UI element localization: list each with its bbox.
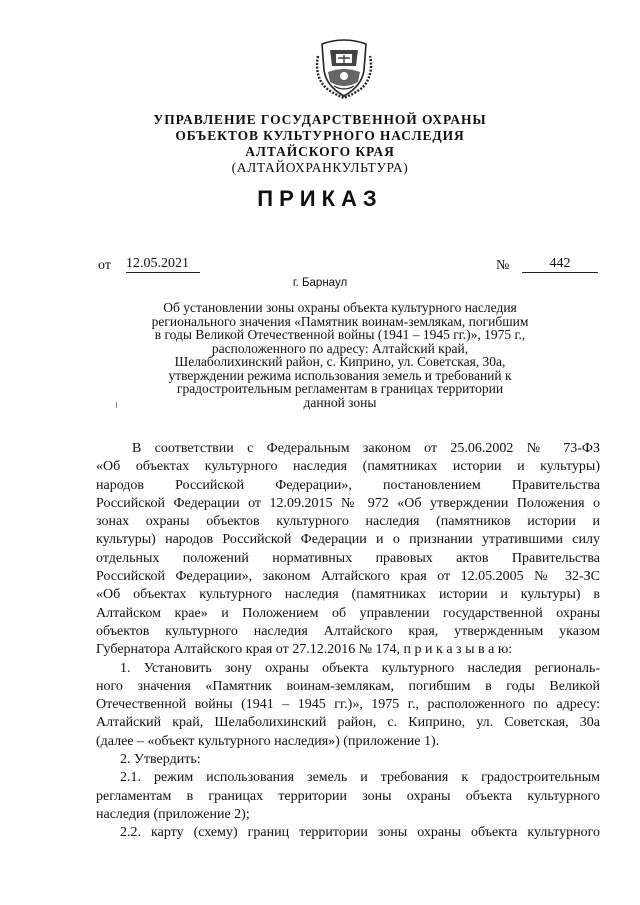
document-city: г. Барнаул — [292, 277, 348, 289]
org-name-line-1: УПРАВЛЕНИЕ ГОСУДАРСТВЕННОЙ ОХРАНЫ — [153, 112, 487, 127]
subject-line: Шелаболихинский район, с. Киприно, ул. Советская, 30а, — [174, 354, 506, 369]
body-line: Отечественной войны (1941 – 1945 гг.)», 1975 г., расположенного по адресу: — [96, 697, 600, 713]
date-label: от — [98, 258, 111, 273]
body-line: 1. Установить зону охраны объекта культурного наследия региональ- — [120, 660, 600, 676]
subject-line: расположенного по адресу: Алтайский край, — [211, 340, 469, 356]
body-line: объектов культурного наследия Алтайского края, утвержденным указом — [96, 623, 600, 639]
scan-speck — [116, 402, 117, 408]
number-label: № — [496, 258, 510, 273]
subject-line: Об установлении зоны охраны объекта культурного наследия — [163, 300, 517, 315]
org-short-name: (АЛТАЙОХРАНКУЛЬТУРА) — [231, 160, 409, 175]
body-line: Губернатора Алтайского края от 27.12.2016 № 174, п р и к а з ы в а ю: — [96, 642, 513, 658]
body-line: Российской Федерации от 12.09.2015 № 972 «Об утверждении Положения о — [96, 495, 600, 511]
subject-line: регионального значения «Памятник воинам-землякам, погибшим — [151, 313, 529, 329]
body-line: Алтайском крае» и Положением об управлении государственной охраны — [96, 605, 600, 621]
body-line: зонах охраны объектов культурного наследия (памятников истории и — [96, 514, 600, 530]
subject-line: градостроительным регламентам в границах территории — [176, 381, 504, 396]
body-line: культуры) народов Российской Федерации и о признании утратившими силу — [96, 532, 600, 548]
body-line: (далее – «объект культурного наследия») (приложение 1). — [96, 733, 440, 749]
body-line: наследия (приложение 2); — [96, 806, 250, 822]
body-line: 2.2. карту (схему) границ территории зоны охраны объекта культурного — [120, 825, 600, 841]
body-line: В соответствии с Федеральным законом от 25.06.2002 № 73-ФЗ — [132, 441, 600, 456]
body-line: Российской Федерации», законом Алтайского края от 12.05.2005 № 32-ЗС — [96, 569, 600, 585]
org-name-line-3: АЛТАЙСКОГО КРАЯ — [245, 144, 395, 159]
body-line: «Об объектах культурного наследия (памятниках истории и культуры) в — [96, 587, 600, 603]
document-date: 12.05.2021 — [126, 256, 200, 273]
body-line: 2.1. режим использования земель и требования к градостроительным — [120, 770, 600, 786]
document-subject — [126, 301, 554, 409]
subject-line: утверждении режима использования земель и требований к — [168, 367, 512, 383]
body-line: Алтайский край, Шелаболихинский район, с. Киприно, ул. Советская, 30а — [96, 715, 600, 731]
org-name-line-2: ОБЪЕКТОВ КУЛЬТУРНОГО НАСЛЕДИЯ — [175, 128, 465, 143]
body-line: регламентам в границах территории зоны охраны объекта культурного — [96, 788, 600, 804]
document-number: 442 — [522, 256, 598, 273]
body-line: народов Российской Федерации», постановлением Правительства — [96, 477, 600, 493]
subject-line: данной зоны — [303, 394, 377, 410]
subject-line: в годы Великой Отечественной войны (1941 – 1945 гг.)», 1975 г., — [154, 327, 526, 342]
body-line: ного значения «Памятник воинам-землякам, погибшим в годы Великой — [96, 678, 600, 694]
coat-of-arms-icon — [314, 36, 374, 100]
body-line: 2. Утвердить: — [120, 752, 201, 768]
body-line: «Об объектах культурного наследия (памятниках истории и культуры) — [96, 459, 600, 475]
body-line: отдельных положений нормативных правовых актов Правительства — [96, 550, 600, 566]
document-body — [96, 440, 600, 843]
document-type-title: ПРИКАЗ — [257, 186, 383, 211]
